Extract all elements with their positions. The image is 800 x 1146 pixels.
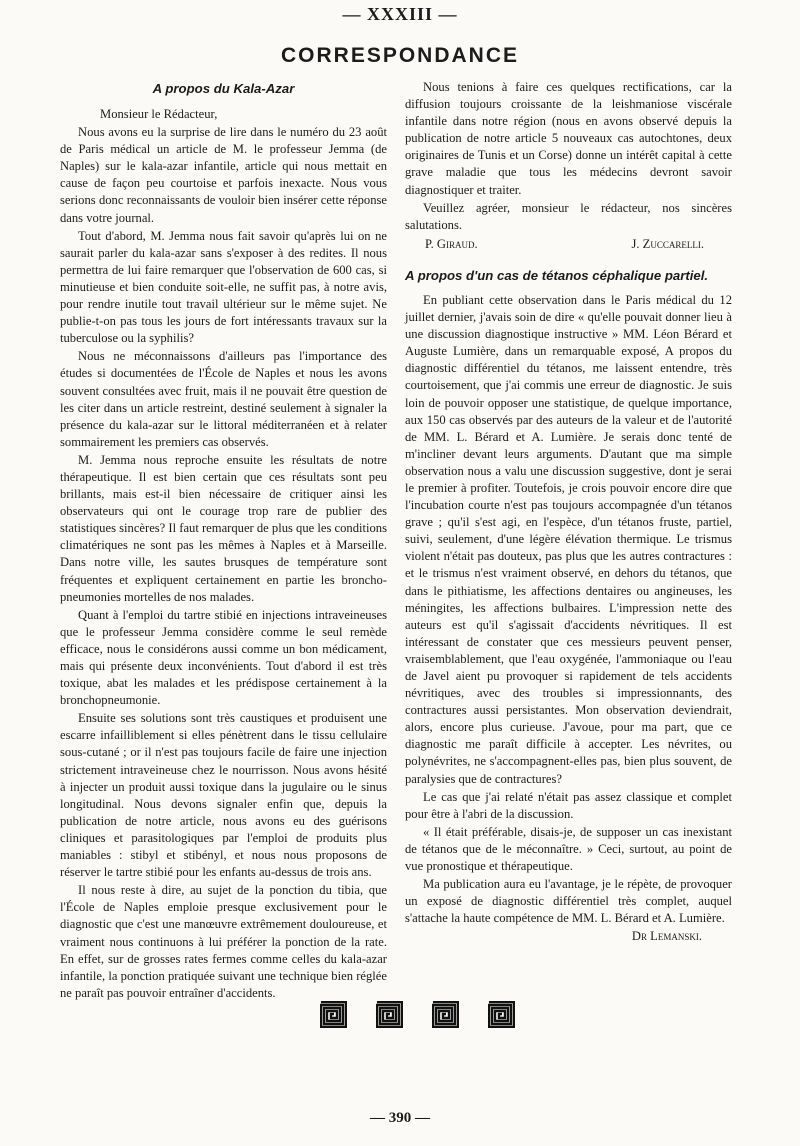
signature-giraud: P. Giraud. (425, 236, 478, 251)
greek-key-ornament-icon (320, 1001, 347, 1028)
letter2-title: A propos d'un cas de tétanos céphalique partiel. (405, 267, 709, 283)
letter2-signature-row (405, 928, 732, 945)
letter1-paragraph: Nous ne méconnaissons d'ailleurs pas l'importance des études si documentées de l'École de Naples et nous les avons souvent consultées avec fruit, mais il ne pouvait être question de les citer dans un article restreint, destiné seulement à signaler la présence du kala-azar sur le littoral méditerranéen et à relater sommairement les premiers cas observés. (60, 349, 387, 449)
letter1-paragraph: Ensuite ses solutions sont très caustiques et produisent une escarre infailliblement si elles pénètrent dans le tissu cellulaire sous-cutané ; or il n'est pas toujours facile de faire une injection strictement intraveineuse chez le nourrisson. Nous avons hésité à injecter un produit aussi toxique dans la jugulaire ou le sinus longitudinal. Nous devons signaler enfin que, depuis la publication de notre article, nous avons eu des guérisons cliniques et parasitologiques par l'emploi de produits plus maniables : stibyl et stibényl, et nous nous proposons de réserver le tartre stibié pour les enfants au-dessus de trois ans. (60, 711, 387, 880)
letter1-paragraph: Nous avons eu la surprise de lire dans le numéro du 23 août de Paris médical un article de M. le professeur Jemma (de Naples) sur le kala-azar infantile, article qui nous mettait en cause de façon peu courtoise et parfois inexacte. Nous vous serions donc reconnaissants de vouloir bien insérer cette réponse dans votre journal. (60, 125, 387, 225)
section-title: CORRESPONDANCE (280, 44, 520, 67)
page-number: — 390 — (370, 1110, 430, 1126)
letter1-paragraph: M. Jemma nous reproche ensuite les résultats de notre thérapeutique. Il est bien certain que ces résultats sont peu brillants, mais est-il bien nécessaire de critiquer ainsi les observateurs qui ont le courage trop rare de publier des statistiques sincères? Il faut remarquer de plus que les conditions climatériques ne sont pas les mêmes à Naples et à Marseille. Dans notre ville, les sautes brusques de température sont fréquentes et expliquent certainement en partie les broncho-pneumonies mortelles de nos malades. (60, 452, 387, 604)
letter1-paragraph: Tout d'abord, M. Jemma nous fait savoir qu'après lui on ne saurait parler du kala-azar sans s'exposer à des redites. Il nous permettra de lui faire remarquer que l'observation de 600 cas, si minutieuse et bien conduite soit-elle, ne suffit pas, à notre avis, pour rendre inutile tout travail ultérieur sur le même sujet. Ne publie-t-on pas tous les jours de fort intéressants travaux sur la tuberculose ou la syphilis? (60, 228, 387, 346)
left-column (60, 80, 387, 1003)
letter1-title: A propos du Kala-Azar (152, 81, 295, 96)
letter1-paragraph: Il nous reste à dire, au sujet de la ponction du tibia, que l'École de Naples emploie presque exclusivement pour le diagnostic que c'est une manœuvre extrêmement douloureuse, et vraiment nous continuons à lui préférer la ponction de la rate. En effet, sur de grosses rates fermes comme celles du kala-azar infantile, la ponction pratiquée suivant une technique bien réglée ne paraît pas pouvoir entraîner d'accidents. (60, 883, 387, 1000)
letter2-paragraph: Ma publication aura eu l'avantage, je le répète, de provoquer un exposé de diagnostic différentiel très complet, auquel s'attache la haute compétence de MM. L. Bérard et A. Lumière. (405, 877, 732, 926)
letter2-paragraph: En publiant cette observation dans le Paris médical du 12 juillet dernier, j'avais soin de dire « qu'elle pouvait donner lieu à une discussion diagnostique instructive » MM. Léon Bérard et Auguste Lumière, dans un remarquable exposé, A propos du diagnostic différentiel du tétanos, me laissent entendre, très courtoisement, que j'ai commis une erreur de diagnostic. Je suis loin de pouvoir opposer une statistique, de quelque importance, aux 150 cas observés par des auteurs de la valeur et de l'autorité de MM. L. Bérard et A. Lumière. Je serais donc tenté de m'incliner devant leurs arguments. D'autant que ma simple observation nous a valu une discussion suggestive, dont je serai le premier à profiter. Toutefois, je crois pouvoir encore dire que l'incubation courte n'est pas toujours accompagnée d'un tétanos grave ; qu'il s'est agi, en l'espèce, d'un tétanos fruste, partiel, suivi, seulement, d'une légère élévation thermique. Le trismus violent n'était pas douteux, pas plus que les autres contractures : et le trismus n'est vraiment observé, en dehors du tétanos, que dans le pithiatisme, les affections dentaires ou angineuses, les méningites, les affections bulbaires. L'impression nette des auteurs est qu'il s'agissait d'accidents névritiques. Il est intéressant de constater que ces messieurs peuvent penser, vraisemblablement, que l'eau oxygénée, l'ammoniaque ou l'eau de Javel aient pu provoquer si rapidement de tels accidents névritiques, avec des troubles si impressionnants, des contractures aussi persistantes. Mon observation deviendrait, alors, encore plus curieuse. J'avoue, pour ma part, que ce diagnostic me paraît difficile à accepter. Les névrites, ou polynévrites, ne s'accompagnent-elles pas, bien plus souvent, de paralysies que de contractures? (405, 292, 732, 786)
roman-numeral-header: — XXXIII — (342, 4, 458, 24)
signature-zuccarelli: J. Zuccarelli. (631, 236, 704, 251)
letter1-salutation: Monsieur le Rédacteur, (100, 107, 218, 121)
greek-key-ornament-icon (488, 1001, 515, 1028)
decorative-ornaments (320, 1001, 515, 1028)
letter1-paragraph: Quant à l'emploi du tartre stibié en injections intraveineuses que le professeur Jemma considère comme le seul remède efficace, nous le considérons aussi comme un bon médicament, mais qui présente deux inconvénients. Tout d'abord il est très toxique, abat les malades et les prédispose certainement à la bronchopneumonie. (60, 607, 387, 708)
signature-lemanski: Dr Lemanski. (631, 929, 702, 944)
letter1-paragraph: Nous tenions à faire ces quelques rectifications, car la diffusion toujours croissante de la leishmaniose viscérale infantile dans notre région (nous en avons observé depuis la publication de notre article 5 nouveaux cas autochtones, deux originaires de Tunis et un Corse) donne un intérêt capital à cette grave maladie que tous les médecins devront savoir diagnostiquer et traiter. (405, 80, 732, 197)
letter2-paragraph: Le cas que j'ai relaté n'était pas assez classique et complet pour être à l'abri de la discussion. (405, 789, 732, 821)
right-column (405, 79, 732, 946)
greek-key-ornament-icon (376, 1001, 403, 1028)
letter2-paragraph: « Il était préférable, disais-je, de supposer un cas inexistant de tétanos que de le méconnaître. » Ceci, surtout, au point de vue pronostique et thérapeutique. (405, 824, 732, 874)
greek-key-ornament-icon (432, 1001, 459, 1028)
letter1-closing: Veuillez agréer, monsieur le rédacteur, nos sincères salutations. (405, 200, 732, 232)
letter1-signatures (405, 236, 732, 253)
